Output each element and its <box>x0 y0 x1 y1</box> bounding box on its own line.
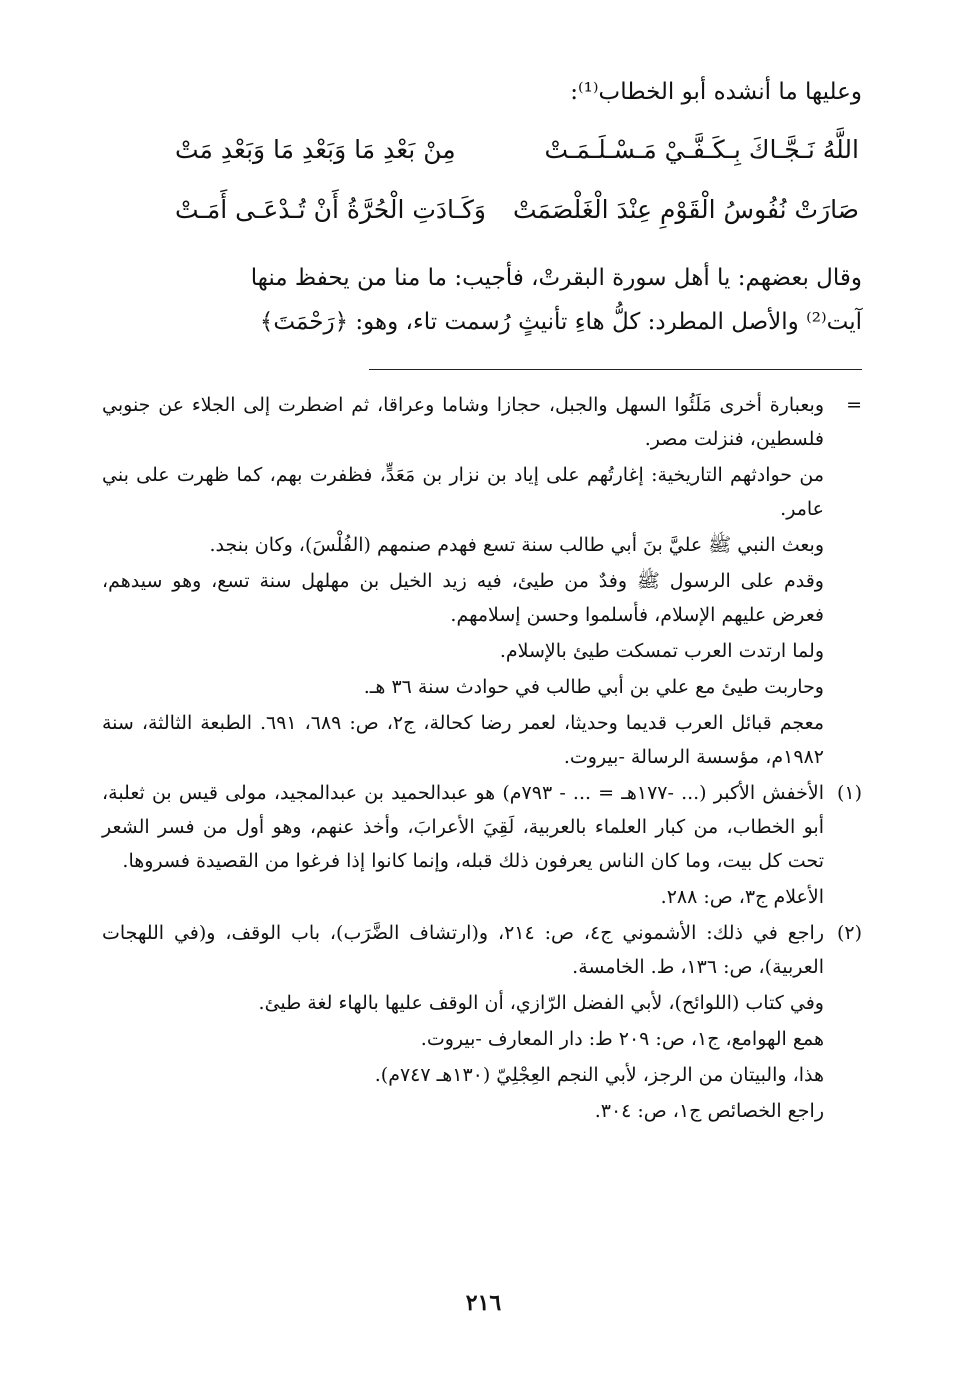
body-line: آيت⁽²⁾ والأصل المطرد: كلُّ هاءِ تأنيثٍ رُسمت تاء، وهو: ﴿رَحْمَتَ﴾ <box>259 309 862 335</box>
footnote-text: الأخفش الأكبر (... -١٧٧هـ = ... - ٧٩٣م) هو عبدالحميد بن عبدالمجيد، مولى قيس بن ثعلبة، أبو الخطاب، من كبار العلماء بالعربية، لَقِيَ الأعرابَ، وأخذ عنهم، وهو أول من فسر الشعر تحت كل بيت، وما كان الناس يعرفون ذلك قبله، وإنما كانوا إذا فرغوا من القصيدة فسروها. <box>102 782 824 872</box>
footnotes <box>102 388 862 1130</box>
footnote-separator <box>369 369 862 370</box>
footnote-text: وقدم على الرسول ﷺ وفدٌ من طيئ، فيه زيد الخيل بن مهلهل سنة تسع، وهو سيدهم، فعرض عليهم الإسلام، فأسلموا وحسن إسلامهم. <box>102 570 824 626</box>
footnote-text: هذا، والبيتان من الرجز، لأبي النجم العِجْلِيّ (١٣٠هـ ٧٤٧م). <box>374 1064 824 1086</box>
footnote-text: وبعبارة أخرى مَلَئُوا السهل والجبل، حجازا وشاما وعراقا، ثم اضطرت إلى الجلاء عن جنوبي فلسطين، فنزلت مصر. <box>102 394 824 450</box>
footnote-continuation <box>102 388 862 456</box>
footnote-text: معجم قبائل العرب قديما وحديثا، لعمر رضا كحالة، ج٢، ص: ٦٨٩، ٦٩١. الطبعة الثالثة، سنة ١٩٨٢م، مؤسسة الرسالة -بيروت. <box>102 712 824 768</box>
verse-1-second-hemistich: مِنْ بَعْدِ مَا وَبَعْدِ مَا وَبَعْدِ مَتْ <box>175 135 456 164</box>
intro-line: وعليها ما أنشده أبو الخطاب⁽¹⁾: <box>570 79 862 105</box>
footnote-2 <box>102 916 862 984</box>
verse-1-first-hemistich: اللَّهُ نَـجَّـاكَ بِـكَـفَّـيْ مَـسْـلَـمَـتْ <box>544 135 859 164</box>
page-number: ٢١٦ <box>465 1290 502 1316</box>
footnote-number: (١) <box>836 782 862 804</box>
footnote-text: الأعلام ج٣، ص: ٢٨٨. <box>660 886 824 908</box>
footnote-text: وبعث النبي ﷺ عليَّ بنَ أبي طالب سنة تسع فهدم صنمهم (الفُلْسَ)، وكان بنجد. <box>209 534 824 556</box>
footnote-1 <box>102 776 862 878</box>
footnote-text: راجع في ذلك: الأشموني ج٤، ص: ٢١٤، و(ارتشاف الضَّرَب)، باب الوقف، و(في اللهجات العربية)، ص: ١٣٦، ط. الخامسة. <box>102 922 825 978</box>
footnote-text: همع الهوامع، ج١، ص: ٢٠٩ ط: دار المعارف -بيروت. <box>420 1028 824 1050</box>
verse-2-first-hemistich: صَارَتْ نُفُوسُ الْقَوْمِ عِنْدَ الْغَلْصَمَتْ <box>512 195 859 224</box>
footnote-text: وفي كتاب (اللوائح)، لأبي الفضل الرّازي، أن الوقف عليها بالهاء لغة طيئ. <box>258 992 824 1014</box>
footnote-text: ولما ارتدت العرب تمسكت طيئ بالإسلام. <box>499 640 824 662</box>
footnote-text: راجع الخصائص ج١، ص: ٣٠٤. <box>594 1100 824 1122</box>
body-paragraph <box>102 256 862 344</box>
body-line: وقال بعضهم: يا أهل سورة البقرتْ، فأجيب: ما منا من يحفظ منها <box>250 265 862 291</box>
footnote-text: وحاربت طيئ مع علي بن أبي طالب في حوادث سنة ٣٦ هـ. <box>363 676 824 698</box>
footnote-number: (٢) <box>836 922 862 944</box>
footnote-text: من حوادثهم التاريخية: إغارتُهم على إياد بن نزار بن مَعَدٍّ، فظفرت بهم، كما ظهرت على بني عامر. <box>102 464 824 520</box>
verse-2-second-hemistich: وَكَـادَتِ الْحُرَّةُ أَنْ تُـدْعَـى أَمَـتْ <box>175 195 486 224</box>
continuation-mark: = <box>846 394 862 416</box>
